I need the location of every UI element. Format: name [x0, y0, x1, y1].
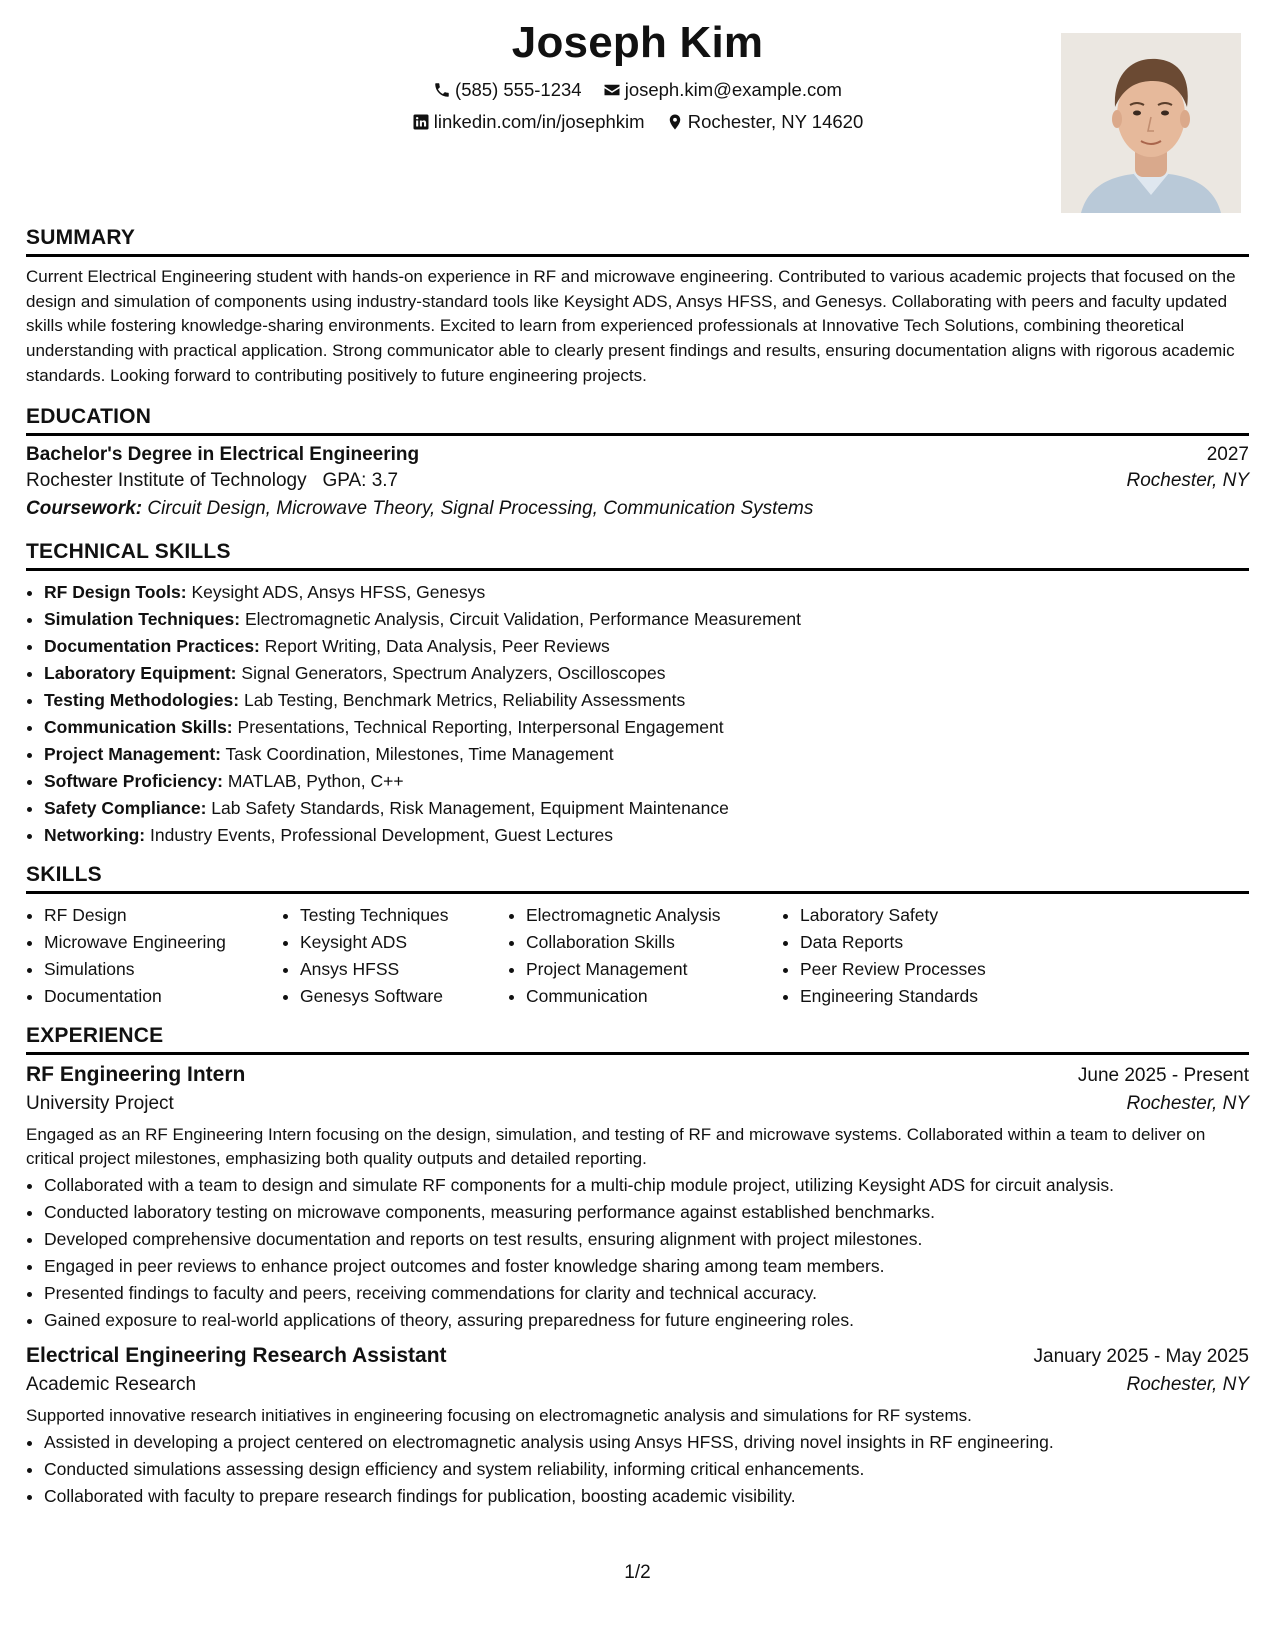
skill-label: Laboratory Equipment:	[44, 662, 237, 683]
skills-column-2	[282, 902, 508, 1010]
list-item	[44, 606, 1249, 633]
skill-value: Task Coordination, Milestones, Time Management	[225, 743, 614, 764]
list-item: • Collaborated with faculty to prepare research findings for publication, boosting academic visibility.	[44, 1483, 1249, 1510]
skill-value: Lab Testing, Benchmark Metrics, Reliability Assessments	[243, 689, 686, 710]
envelope-icon	[603, 81, 621, 99]
job-bullets	[26, 1172, 1249, 1334]
job-org-row	[26, 1374, 1249, 1396]
experience-heading: EXPERIENCE	[26, 1024, 1249, 1055]
skill-label: Testing Methodologies:	[44, 689, 240, 710]
summary-heading: SUMMARY	[26, 226, 1249, 257]
job-intro: Engaged as an RF Engineering Intern focusing on the design, simulation, and testing of RF and microwave systems. Collaborated within a team to deliver on critical project milestones, emphasizing both quality outputs and detailed reporting.	[26, 1124, 1206, 1169]
job-organization: Academic Research	[26, 1373, 197, 1395]
list-item	[44, 687, 1249, 714]
skill-label: Communication Skills:	[44, 716, 233, 737]
resume-header	[26, 0, 1249, 212]
skill-label: Simulation Techniques:	[44, 608, 241, 629]
list-item: • Testing Techniques	[300, 902, 508, 929]
list-item	[44, 822, 1249, 849]
summary-section	[26, 226, 1249, 389]
phone-icon	[433, 81, 451, 99]
school-location: Rochester, NY	[1126, 469, 1249, 491]
technical-skills-heading: TECHNICAL SKILLS	[26, 540, 1249, 571]
list-item: • Conducted laboratory testing on microwave components, measuring performance against established benchmarks.	[44, 1199, 1249, 1226]
experience-section	[26, 1024, 1249, 1510]
skill-label: RF Design Tools:	[44, 581, 187, 602]
candidate-name: Joseph Kim	[511, 18, 764, 67]
linkedin-icon	[412, 113, 430, 131]
summary-text: Current Electrical Engineering student with hands-on experience in RF and microwave engineering. Contributed to various academic projects that focused on the design and simulation of components using industry-standard tools like Keysight ADS, Ansys HFSS, and Genesys. Collaborating with peers and faculty updated skills while fostering knowledge-sharing environments. Excited to learn from experienced professionals at Innovative Tech Solutions, combining theoretical understanding with practical application. Strong communicator able to clearly present findings and results, ensuring documentation aligns with rigorous academic standards. Looking forward to contributing positively to future engineering projects.	[26, 267, 1236, 385]
list-item: • Microwave Engineering	[44, 929, 282, 956]
school-name: Rochester Institute of Technology	[26, 469, 307, 491]
skill-value: Report Writing, Data Analysis, Peer Reviews	[264, 635, 610, 656]
list-item	[44, 633, 1249, 660]
job-location: Rochester, NY	[1126, 1092, 1249, 1114]
school-info	[26, 470, 398, 492]
degree-name: Bachelor's Degree in Electrical Engineering	[26, 443, 420, 465]
list-item	[44, 795, 1249, 822]
list-item: • Project Management	[526, 956, 782, 983]
profile-photo	[1061, 33, 1241, 213]
education-school-row	[26, 470, 1249, 492]
education-section	[26, 405, 1249, 520]
technical-skills-section	[26, 540, 1249, 849]
coursework-list: Circuit Design, Microwave Theory, Signal Processing, Communication Systems	[147, 497, 814, 519]
job-dates: January 2025 - May 2025	[1033, 1345, 1249, 1367]
job-location: Rochester, NY	[1126, 1373, 1249, 1395]
experience-entry	[26, 1063, 1249, 1334]
skills-grid	[26, 902, 1249, 1010]
skill-label: Software Proficiency:	[44, 770, 223, 791]
skill-value: Keysight ADS, Ansys HFSS, Genesys	[191, 581, 486, 602]
job-org-row	[26, 1093, 1249, 1115]
skill-value: Electromagnetic Analysis, Circuit Validation, Performance Measurement	[244, 608, 801, 629]
job-organization: University Project	[26, 1092, 174, 1114]
list-item: • Gained exposure to real-world applications of theory, assuring preparedness for future engineering roles.	[44, 1307, 1249, 1334]
list-item: • Documentation	[44, 983, 282, 1010]
phone-number: (585) 555-1234	[455, 79, 582, 100]
list-item: • Simulations	[44, 956, 282, 983]
coursework-label: Coursework:	[26, 497, 143, 519]
list-item: • Keysight ADS	[300, 929, 508, 956]
list-item: • Collaboration Skills	[526, 929, 782, 956]
location-contact	[666, 111, 864, 133]
location-text: Rochester, NY 14620	[687, 111, 864, 132]
skill-label: Project Management:	[44, 743, 221, 764]
skill-label: Safety Compliance:	[44, 797, 207, 818]
list-item	[44, 768, 1249, 795]
list-item: • Collaborated with a team to design and simulate RF components for a multi-chip module project, utilizing Keysight ADS for circuit analysis.	[44, 1172, 1249, 1199]
list-item: • Developed comprehensive documentation and reports on test results, ensuring alignment with project milestones.	[44, 1226, 1249, 1253]
job-dates: June 2025 - Present	[1077, 1064, 1249, 1086]
list-item: • Laboratory Safety	[800, 902, 1060, 929]
skill-value: Lab Safety Standards, Risk Management, Equipment Maintenance	[211, 797, 729, 818]
list-item: • Ansys HFSS	[300, 956, 508, 983]
job-title: RF Engineering Intern	[26, 1062, 246, 1086]
skills-heading: SKILLS	[26, 863, 1249, 894]
list-item: • RF Design	[44, 902, 282, 929]
list-item: • Genesys Software	[300, 983, 508, 1010]
coursework	[26, 498, 1249, 520]
skill-value: Signal Generators, Spectrum Analyzers, Oscilloscopes	[241, 662, 666, 683]
email-contact[interactable]	[603, 79, 842, 101]
list-item: • Communication	[526, 983, 782, 1010]
job-title: Electrical Engineering Research Assistant	[26, 1343, 447, 1367]
gpa: GPA: 3.7	[322, 469, 399, 491]
list-item	[44, 660, 1249, 687]
job-title-row	[26, 1063, 1249, 1087]
list-item	[44, 579, 1249, 606]
phone-contact[interactable]	[433, 79, 582, 101]
list-item: • Conducted simulations assessing design efficiency and system reliability, informing critical enhancements.	[44, 1456, 1249, 1483]
list-item: • Engineering Standards	[800, 983, 1060, 1010]
page-number: 1/2	[624, 1562, 651, 1583]
list-item: • Data Reports	[800, 929, 1060, 956]
skill-value: Presentations, Technical Reporting, Interpersonal Engagement	[237, 716, 724, 737]
list-item	[44, 714, 1249, 741]
list-item: • Peer Review Processes	[800, 956, 1060, 983]
skill-label: Networking:	[44, 824, 146, 845]
linkedin-contact[interactable]	[412, 111, 645, 133]
experience-entry	[26, 1344, 1249, 1510]
job-title-row	[26, 1344, 1249, 1368]
map-pin-icon	[666, 113, 684, 131]
portrait-illustration	[1061, 33, 1241, 213]
technical-skills-list	[26, 579, 1249, 849]
email-address: joseph.kim@example.com	[624, 79, 842, 100]
list-item: • Assisted in developing a project centered on electromagnetic analysis using Ansys HFSS, driving novel insights in RF engineering.	[44, 1429, 1249, 1456]
linkedin-url: linkedin.com/in/josephkim	[433, 111, 645, 132]
job-bullets	[26, 1429, 1249, 1510]
list-item	[44, 741, 1249, 768]
education-degree-row	[26, 444, 1249, 466]
skills-column-4	[782, 902, 1060, 1010]
list-item: • Engaged in peer reviews to enhance project outcomes and foster knowledge sharing among team members.	[44, 1253, 1249, 1280]
skill-value: Industry Events, Professional Development, Guest Lectures	[150, 824, 614, 845]
job-intro: Supported innovative research initiatives in engineering focusing on electromagnetic analysis and simulations for RF systems.	[26, 1405, 972, 1425]
skill-label: Documentation Practices:	[44, 635, 260, 656]
education-heading: EDUCATION	[26, 405, 1249, 436]
skills-column-1	[26, 902, 282, 1010]
skills-column-3	[508, 902, 782, 1010]
list-item: • Electromagnetic Analysis	[526, 902, 782, 929]
skills-section	[26, 863, 1249, 1010]
list-item: • Presented findings to faculty and peers, receiving commendations for clarity and technical accuracy.	[44, 1280, 1249, 1307]
skill-value: MATLAB, Python, C++	[227, 770, 404, 791]
graduation-year: 2027	[1206, 443, 1249, 465]
